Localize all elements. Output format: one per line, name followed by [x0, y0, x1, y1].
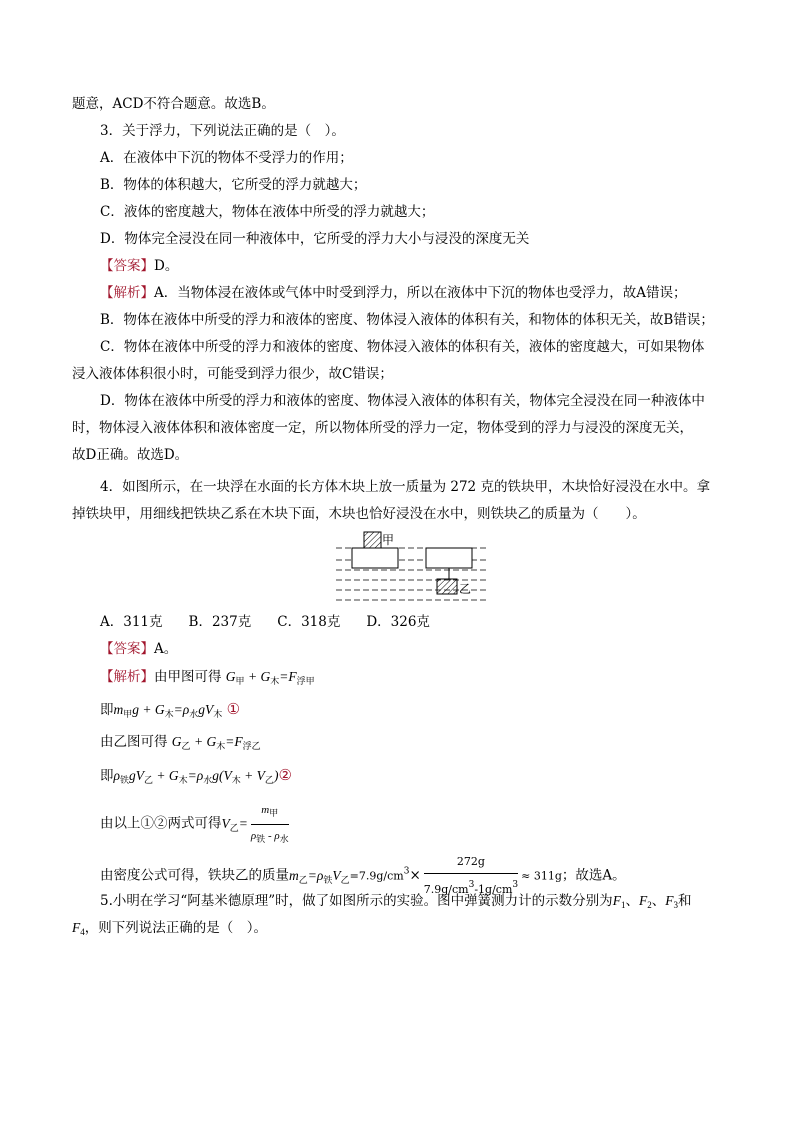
answer-tag: 【答案】 — [100, 641, 154, 657]
analysis-3d3: 故D正确。故选D。 — [72, 447, 189, 463]
question-4-line1: 4．如图所示，在一块浮在水面的长方体木块上放一质量为 272 克的铁块甲，木块恰好浸没在水中。拿 — [100, 479, 710, 495]
answer-4 — [100, 639, 177, 659]
analysis-4-eq4: 即$\rho_铁gV_乙 + G_木=\rho_水g(V_木$ + $V_乙)②$ — [100, 766, 292, 785]
question-5-line2: $F_4$，则下列说法正确的是（ ）。 — [72, 920, 267, 937]
equation: $G_甲 + G_木=F_{浮甲}$ — [225, 669, 315, 686]
equation: $m_甲g + G_木=\rho_水gV_木$ — [113, 702, 223, 719]
label-jia: 甲 — [382, 533, 395, 547]
wood-block-left — [352, 548, 398, 568]
analysis-4-eq5: 由以上①②两式可得$V_乙=$ $\frac{m_甲}{\rho_铁 - \rho_水}$ — [100, 800, 292, 849]
analysis-4-eq3: 由乙图可得 $G_乙 + G_木=F_{浮乙}$ — [100, 734, 261, 751]
option-4d: D．326克 — [366, 614, 430, 630]
analysis-3c2: 浸入液体体积很小时，可能受到浮力很少，故C错误； — [72, 366, 393, 382]
fraction: $\frac{272g}{7.9g/cm^3-1g/cm^3}$ — [424, 852, 518, 900]
analysis-4-eq1 — [100, 667, 315, 691]
analysis-3d2: 时，物体浸入液体体积和液体密度一定，所以物体所受的浮力一定，物体受到的浮力与浸没的深度无关， — [72, 420, 693, 436]
text-line: 题意，ACD不符合题意。故选B。 — [72, 96, 275, 112]
iron-block-jia — [364, 532, 381, 548]
fraction: $\frac{m_甲}{\rho_铁 - \rho_水}$ — [251, 800, 289, 849]
options-4 — [100, 612, 456, 632]
equation: $G_乙 + G_木=F_{浮乙}$ — [171, 734, 261, 751]
option-4b: B．237克 — [188, 614, 252, 630]
iron-block-yi — [437, 579, 457, 594]
option-3d: D．物体完全浸没在同一种液体中，它所受的浮力大小与浸没的深度无关 — [100, 231, 530, 247]
question-4-line2: 掉铁块甲，用细线把铁块乙系在木块下面，木块也恰好浸没在水中，则铁块乙的质量为（ ）。 — [72, 506, 646, 522]
answer-3 — [100, 256, 178, 276]
equation: $V_乙=$ $\frac{m_甲}{\rho_铁 - \rho_水}$ — [222, 816, 292, 831]
analysis-4-eq2: 即$m_甲g + G_木=\rho_水gV_木$ ① — [100, 700, 241, 719]
answer-tag: 【答案】 — [100, 258, 154, 274]
option-3c: C．液体的密度越大，物体在液体中所受的浮力就越大； — [100, 204, 435, 220]
question-3: 3．关于浮力，下列说法正确的是（ ）。 — [100, 123, 345, 139]
option-4c: C．318克 — [277, 614, 341, 630]
analysis-tag: 【解析】 — [100, 669, 154, 685]
analysis-3d1: D．物体在液体中所受的浮力和液体的密度、物体浸入液体的体积有关，物体完全浸没在同一种液体中 — [100, 393, 705, 409]
analysis-3b: B．物体在液体中所受的浮力和液体的密度、物体浸入液体的体积有关，和物体的体积无关，故B错误； — [100, 312, 714, 328]
question-5-line1: 5.小明在学习“阿基米德原理”时，做了如图所示的实验。图中弹簧测力计的示数分别为$F_1$、$F_2$、$F_3$和 — [100, 893, 692, 910]
analysis-tag: 【解析】 — [100, 285, 154, 301]
option-3b: B．物体的体积越大，它所受的浮力就越大； — [100, 177, 367, 193]
label-yi: 乙 — [459, 582, 472, 596]
analysis-4-eq6: 由密度公式可得，铁块乙的质量$m_乙=\rho_铁V_乙=7.9g/cm^3\times$ $\frac{272g}{7.9g/cm^3-1g/cm^3}$ ≈ 311g；故选A。 — [100, 852, 626, 900]
analysis-text: 由甲图可得 — [154, 669, 222, 685]
analysis-3c1: C．物体在液体中所受的浮力和液体的密度、物体浸入液体的体积有关，液体的密度越大，可如果物体 — [100, 339, 705, 355]
answer-value: D。 — [154, 258, 179, 274]
equation: $\rho_铁gV_乙 + G_木=\rho_水g(V_木 + V_乙)$ — [113, 768, 279, 785]
float-diagram — [336, 530, 488, 604]
analysis-text: A．当物体浸在液体或气体中时受到浮力，所以在液体中下沉的物体也受浮力，故A错误； — [154, 285, 687, 301]
wood-block-right — [426, 548, 472, 568]
option-4a: A．311克 — [100, 614, 163, 630]
analysis-3a — [100, 283, 687, 303]
equation: $m_乙=\rho_铁V_乙$ — [289, 867, 350, 885]
answer-value: A。 — [154, 641, 178, 657]
option-3a: A．在液体中下沉的物体不受浮力的作用； — [100, 150, 353, 166]
